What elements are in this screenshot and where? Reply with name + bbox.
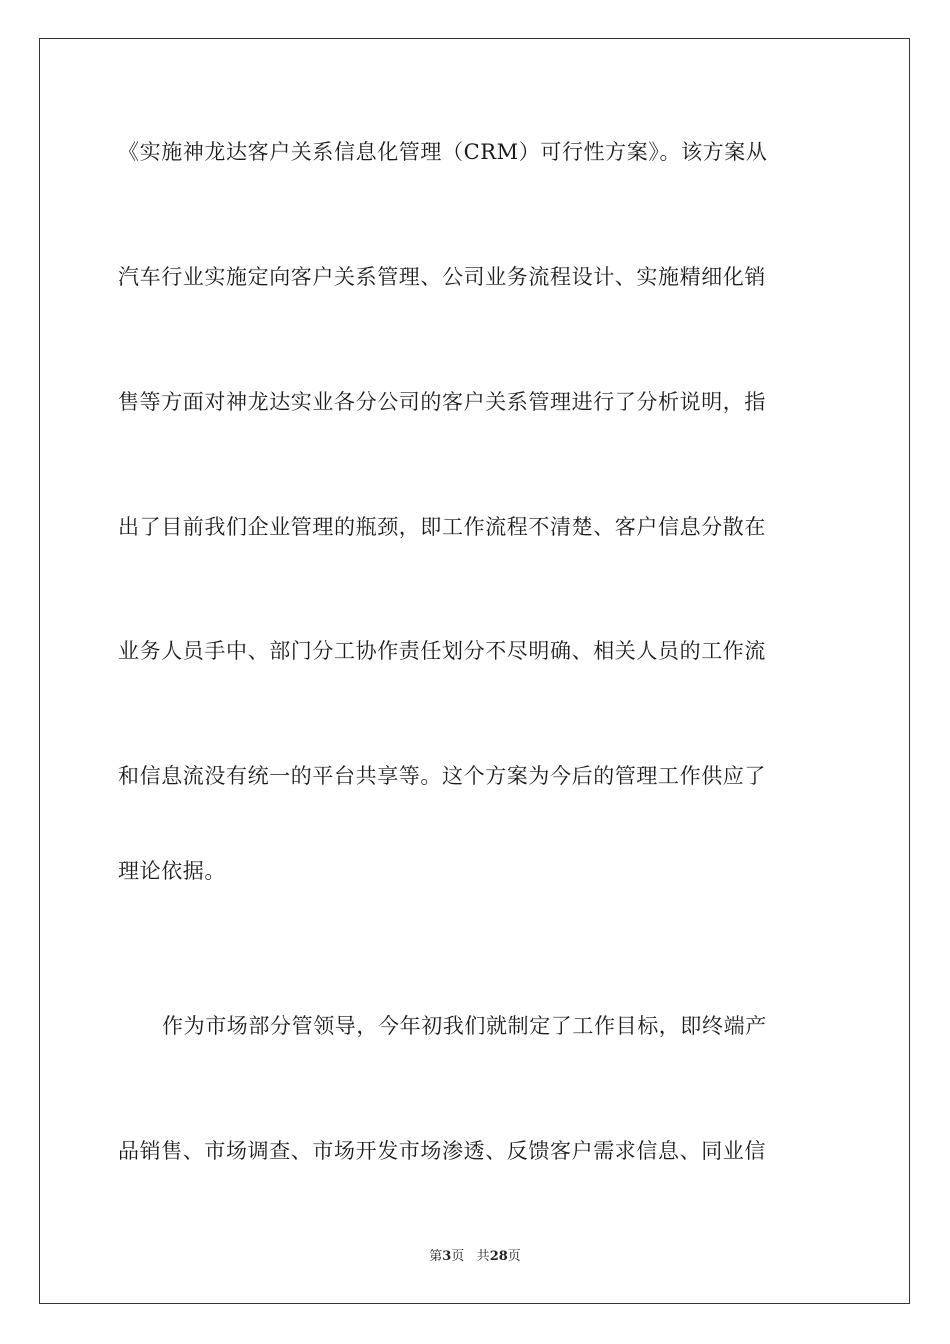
body-line-5: 业务人员手中、部门分工协作责任划分不尽明确、相关人员的工作流 bbox=[118, 639, 766, 663]
body-line-2: 汽车行业实施定向客户关系管理、公司业务流程设计、实施精细化销 bbox=[118, 265, 766, 289]
footer-total-prefix: 共 bbox=[476, 1249, 490, 1264]
footer-page-suffix: 页 bbox=[451, 1249, 465, 1264]
body-line-1: 《实施神龙达客户关系信息化管理（CRM）可行性方案》。该方案从 bbox=[118, 140, 768, 164]
footer-page-number: 3 bbox=[442, 1249, 452, 1264]
body-line-3: 售等方面对神龙达实业各分公司的客户关系管理进行了分析说明，指 bbox=[118, 390, 766, 414]
body-line-9: 品销售、市场调查、市场开发市场渗透、反馈客户需求信息、同业信 bbox=[118, 1139, 766, 1163]
footer-page-prefix: 第 bbox=[429, 1249, 443, 1264]
body-line-4: 出了目前我们企业管理的瓶颈，即工作流程不清楚、客户信息分散在 bbox=[118, 515, 766, 539]
body-line-6: 和信息流没有统一的平台共享等。这个方案为今后的管理工作供应了 bbox=[118, 764, 766, 788]
body-line-7: 理论依据。 bbox=[118, 859, 226, 883]
page-footer bbox=[0, 1248, 950, 1266]
footer-total-pages: 28 bbox=[489, 1249, 508, 1264]
body-line-8: 作为市场部分管领导，今年初我们就制定了工作目标，即终端产 bbox=[162, 1014, 767, 1038]
page-border bbox=[39, 38, 910, 1304]
footer-total-suffix: 页 bbox=[507, 1249, 521, 1264]
